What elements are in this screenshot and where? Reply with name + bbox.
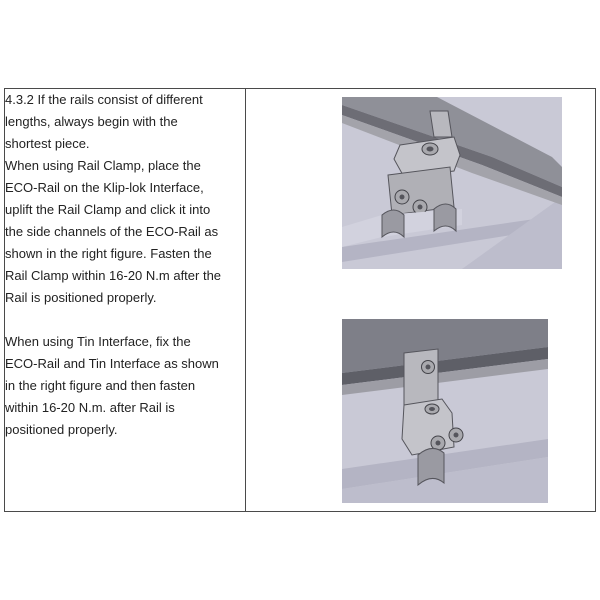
figure-cell <box>246 89 596 512</box>
tin-interface-illustration <box>342 319 548 503</box>
rail-clamp-instructions: 4.3.2 If the rails consist of different lengths, always begin with the shortest piece. When using Rail Clamp, place the ECO-Rail on the Klip-lok Interface, uplift the Rail Clamp and click it into the side channels of the ECO-Rail as shown in the right figure. Fasten the Rail Clamp within 16-20 N.m after the Rail is positioned properly. <box>5 92 222 305</box>
rail-clamp-illustration <box>342 97 562 269</box>
instruction-text-cell <box>5 89 246 512</box>
tin-interface-instructions: When using Tin Interface, fix the ECO-Rail and Tin Interface as shown in the right figure and then fasten within 16-20 N.m. after Rail is positioned properly. <box>5 334 219 437</box>
rail-clamp-figure <box>342 97 562 269</box>
tin-interface-figure <box>342 319 548 503</box>
instruction-table <box>4 88 596 512</box>
instruction-row <box>5 89 596 512</box>
